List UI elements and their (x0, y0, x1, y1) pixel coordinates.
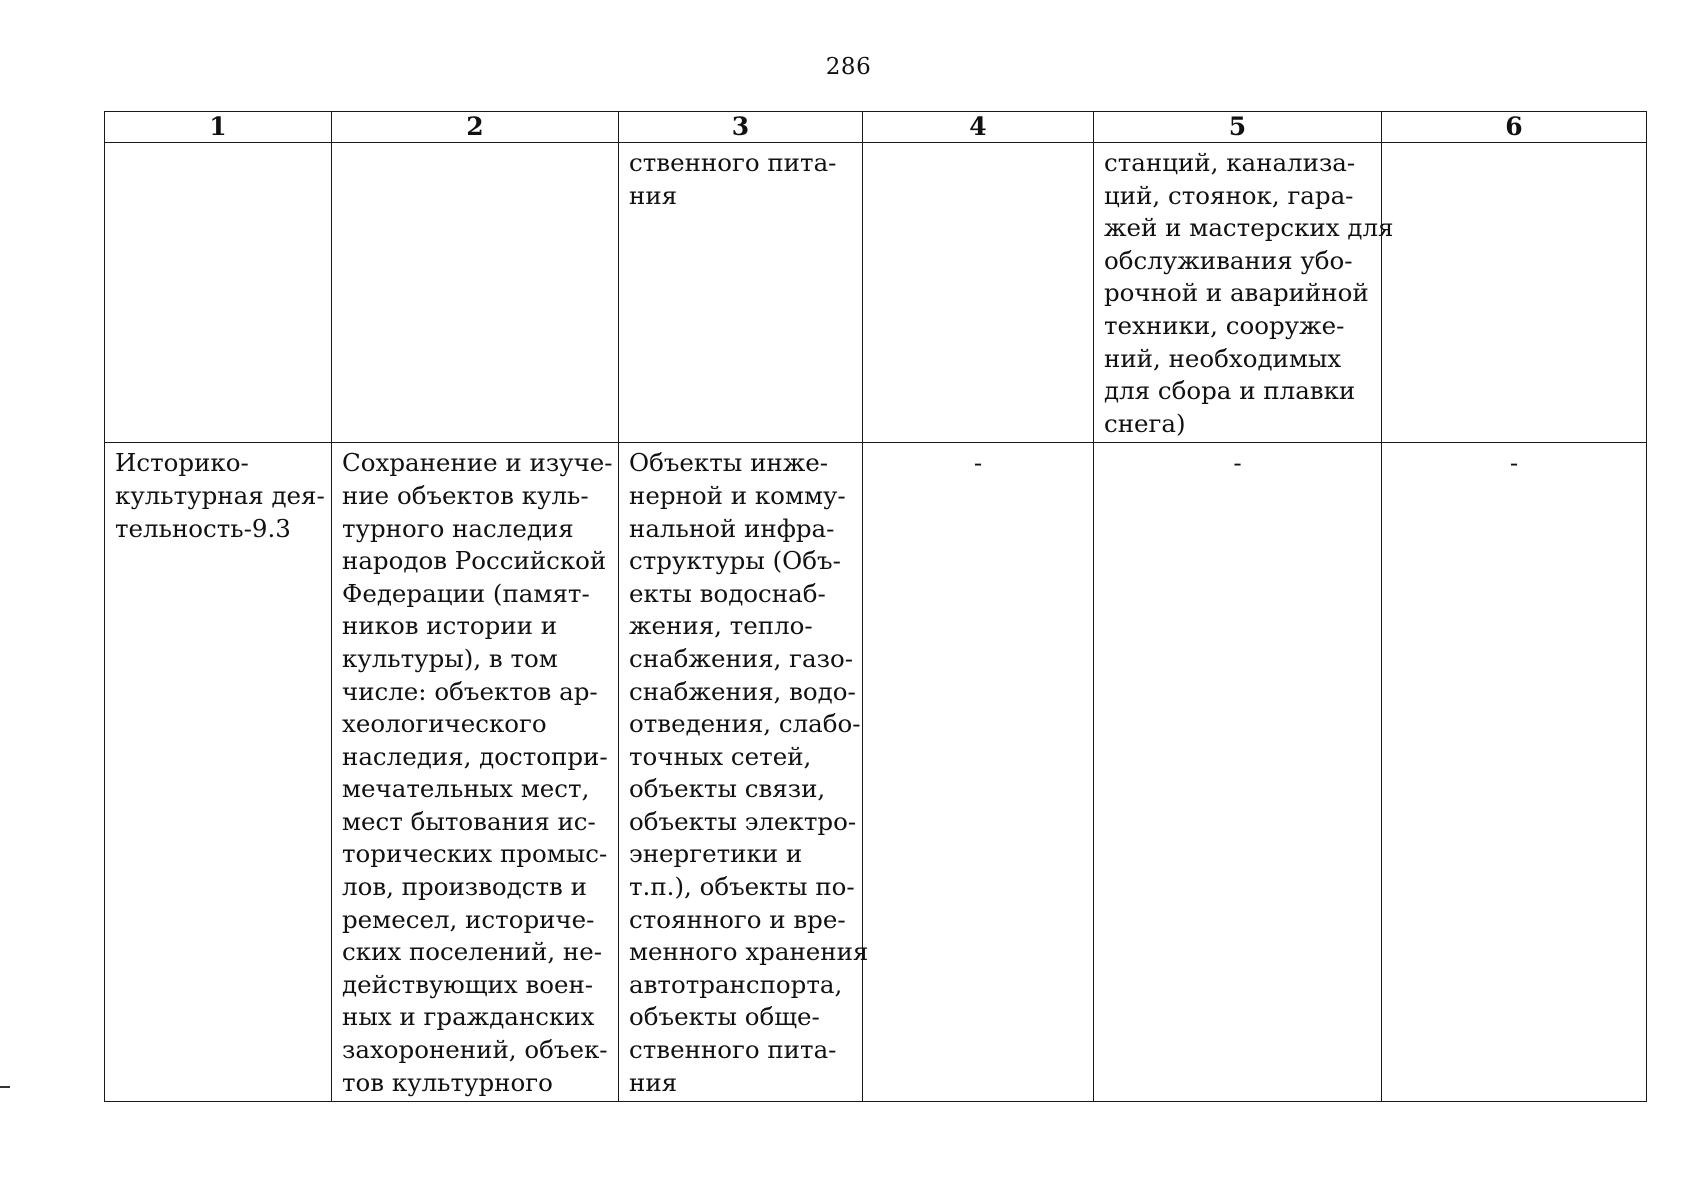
cell-text-line: хеологического (342, 709, 547, 739)
cell-text-line: нерной и комму- (629, 480, 846, 510)
table-cell (332, 143, 619, 443)
column-header-4: 4 (863, 112, 1094, 143)
cell-text-line: торических промыс- (342, 839, 608, 869)
cell-text-line: объекты электро- (629, 806, 857, 836)
cell-text-line: лов, производств и (342, 872, 587, 902)
cell-text-line: станций, канализа- (1104, 148, 1356, 177)
cell-text-line: ремесел, историче- (342, 904, 595, 934)
cell-text-line: рочной и аварийной (1104, 278, 1369, 308)
cell-text-line: ния (629, 1067, 678, 1097)
table-cell (863, 143, 1094, 443)
cell-text-line: стоянного и вре- (629, 904, 846, 934)
cell-text-line: Сохранение и изуче- (342, 448, 613, 478)
cell-text-line: действующих воен- (342, 969, 594, 999)
cell-text-line: отведения, слабо- (629, 709, 861, 739)
cell-text-line: - (1233, 448, 1242, 478)
cell-text-line: автотранспорта, (629, 969, 843, 999)
cell-text-line: снабжения, водо- (629, 676, 856, 706)
cell-text-line: объекты связи, (629, 774, 826, 804)
cell-text-line: турного наследия (342, 513, 574, 543)
cell-text-line: культурная дея- (115, 480, 325, 510)
cell-text-line: тельность-9.3 (115, 513, 291, 543)
table-cell (619, 443, 869, 1102)
cell-text-line: мечательных мест, (342, 774, 590, 804)
cell-text-line: ций, стоянок, гара- (1104, 180, 1354, 210)
cell-text-line: т.п.), объекты по- (629, 872, 855, 902)
cell-text-line: ственного пита- (629, 1035, 837, 1065)
column-header-5: 5 (1094, 112, 1382, 143)
cell-text-line: ников истории и (342, 611, 558, 641)
cell-text-line: Историко- (115, 448, 249, 478)
cell-text-line: ние объектов куль- (342, 480, 589, 510)
table-cell (1094, 443, 1382, 1102)
cell-text-line: техники, сооруже- (1104, 310, 1345, 340)
cell-text-line: энергетики и (629, 839, 803, 869)
table-cell (105, 443, 332, 1102)
cell-text-line: - (1509, 448, 1519, 478)
table-cell (105, 143, 332, 443)
cell-text-line: ских поселений, не- (342, 937, 603, 967)
column-header-2: 2 (332, 112, 619, 143)
cell-text-line: менного хранения (629, 937, 869, 967)
table-row (105, 443, 1647, 1102)
cell-text-line: народов Российской (342, 546, 607, 576)
column-header-1: 1 (105, 112, 332, 143)
cell-text-line: тов культурного (342, 1067, 553, 1097)
cell-text-line: ния (629, 180, 678, 210)
cell-text-line: ственного пита- (629, 148, 837, 177)
cell-text-line: мест бытования ис- (342, 806, 596, 836)
cell-text-line: для сбора и плавки (1104, 376, 1356, 406)
table-row (105, 143, 1647, 443)
scan-margin-mark (0, 1086, 10, 1088)
cell-text-line: жей и мастерских для (1104, 213, 1394, 243)
cell-text-line: снега) (1104, 408, 1186, 438)
cell-text-line: снабжения, газо- (629, 643, 853, 673)
cell-text-line: Федерации (памят- (342, 578, 590, 608)
table-cell (1382, 143, 1647, 443)
cell-text-line: объекты обще- (629, 1002, 820, 1032)
table-cell (1094, 143, 1394, 443)
cell-text-line: Объекты инже- (629, 448, 829, 478)
cell-text-line: ний, необходимых (1104, 343, 1342, 373)
cell-text-line: ных и гражданских (342, 1002, 595, 1032)
document-table (104, 111, 1647, 1102)
cell-text-line: структуры (Объ- (629, 546, 841, 576)
column-header-3: 3 (619, 112, 863, 143)
cell-text-line: нальной инфра- (629, 513, 835, 543)
page-number: 286 (825, 54, 872, 80)
cell-text-line: точных сетей, (629, 741, 812, 771)
header-row (105, 112, 1647, 143)
cell-text-line: числе: объектов ар- (342, 676, 598, 706)
cell-text-line: наследия, достопри- (342, 741, 608, 771)
table-cell (332, 443, 619, 1102)
table-cell (619, 143, 863, 443)
cell-text-line: - (973, 448, 983, 478)
cell-text-line: жения, тепло- (629, 611, 813, 641)
column-header-6: 6 (1382, 112, 1647, 143)
cell-text-line: обслуживания убо- (1104, 245, 1353, 275)
table-cell (1382, 443, 1647, 1102)
cell-text-line: захоронений, объек- (342, 1035, 608, 1065)
cell-text-line: культуры), в том (342, 643, 558, 673)
table-cell (863, 443, 1094, 1102)
cell-text-line: екты водоснаб- (629, 578, 826, 608)
